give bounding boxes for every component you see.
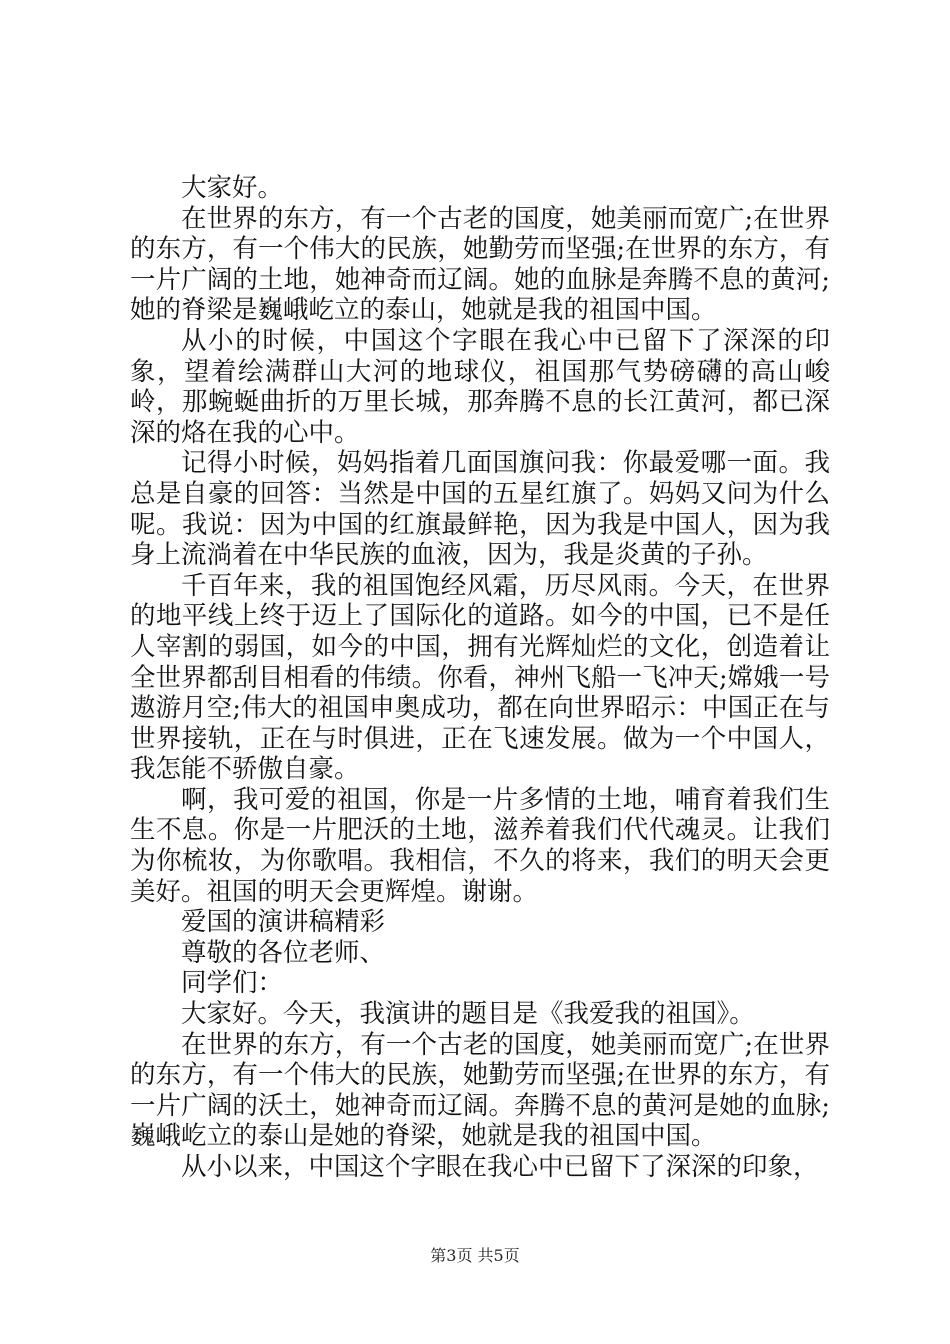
- paragraph-childhood-2: 从小以来，中国这个字眼在我心中已留下了深深的印象，: [181, 1152, 819, 1182]
- paragraph-east: 在世界的东方，有一个古老的国度，她美丽而宽广;在世界的东方，有一个伟大的民族，她勤劳而坚强;在世界的东方，有一片广阔的土地，她神奇而辽阔。她的血脉是奔腾不息的黄河;她的脊梁是巍峨屹立的泰山，她就是我的祖国中国。: [130, 203, 830, 326]
- paragraph-closing: 啊，我可爱的祖国，你是一片多情的土地，哺育着我们生生不息。你是一片肥沃的土地，滋养着我们代代魂灵。让我们为你梳妆，为你歌唱。我相信，不久的将来，我们的明天会更美好。祖国的明天会更辉煌。谢谢。: [130, 784, 830, 907]
- page-total: 共5页: [477, 1246, 520, 1265]
- paragraph-childhood: 从小的时候，中国这个字眼在我心中已留下了深深的印象，望着绘满群山大河的地球仪，祖国那气势磅礴的高山峻岭，那蜿蜒曲折的万里长城，那奔腾不息的长江黄河，都已深深的烙在我的心中。: [130, 325, 830, 448]
- paragraph-greeting: 大家好。: [181, 173, 284, 203]
- document-body: [130, 173, 830, 1183]
- salutation-teachers: 尊敬的各位老师、: [181, 937, 386, 968]
- page-number: 第3页: [430, 1246, 473, 1265]
- paragraph-east-2: 在世界的东方，有一个古老的国度，她美丽而宽广;在世界的东方，有一个伟大的民族，她勤劳而坚强;在世界的东方，有一片广阔的沃土，她神奇而辽阔。奔腾不息的黄河是她的血脉;巍峨屹立的泰山是她的脊梁，她就是我的祖国中国。: [130, 1029, 830, 1152]
- page-footer: [0, 1243, 950, 1266]
- salutation-students: 同学们：: [181, 968, 284, 999]
- paragraph-flag: 记得小时候，妈妈指着几面国旗问我：你最爱哪一面。我总是自豪的回答：当然是中国的五星红旗了。妈妈又问为什么呢。我说：因为中国的红旗最鲜艳，因为我是中国人，因为我身上流淌着在中华民族的血液，因为，我是炎黄的子孙。: [130, 448, 830, 571]
- paragraph-history: 千百年来，我的祖国饱经风霜，历尽风雨。今天，在世界的地平线上终于迈上了国际化的道路。如今的中国，已不是任人宰割的弱国，如今的中国，拥有光辉灿烂的文化，创造着让全世界都刮目相看的伟绩。你看，神州飞船一飞冲天;嫦娥一号遨游月空;伟大的祖国申奥成功，都在向世界昭示：中国正在与世界接轨，正在与时俱进，正在飞速发展。做为一个中国人，我怎能不骄傲自豪。: [130, 570, 830, 785]
- section-title: 爱国的演讲稿精彩: [181, 907, 386, 938]
- paragraph-speech-topic: 大家好。今天，我演讲的题目是《我爱我的祖国》。: [181, 999, 755, 1030]
